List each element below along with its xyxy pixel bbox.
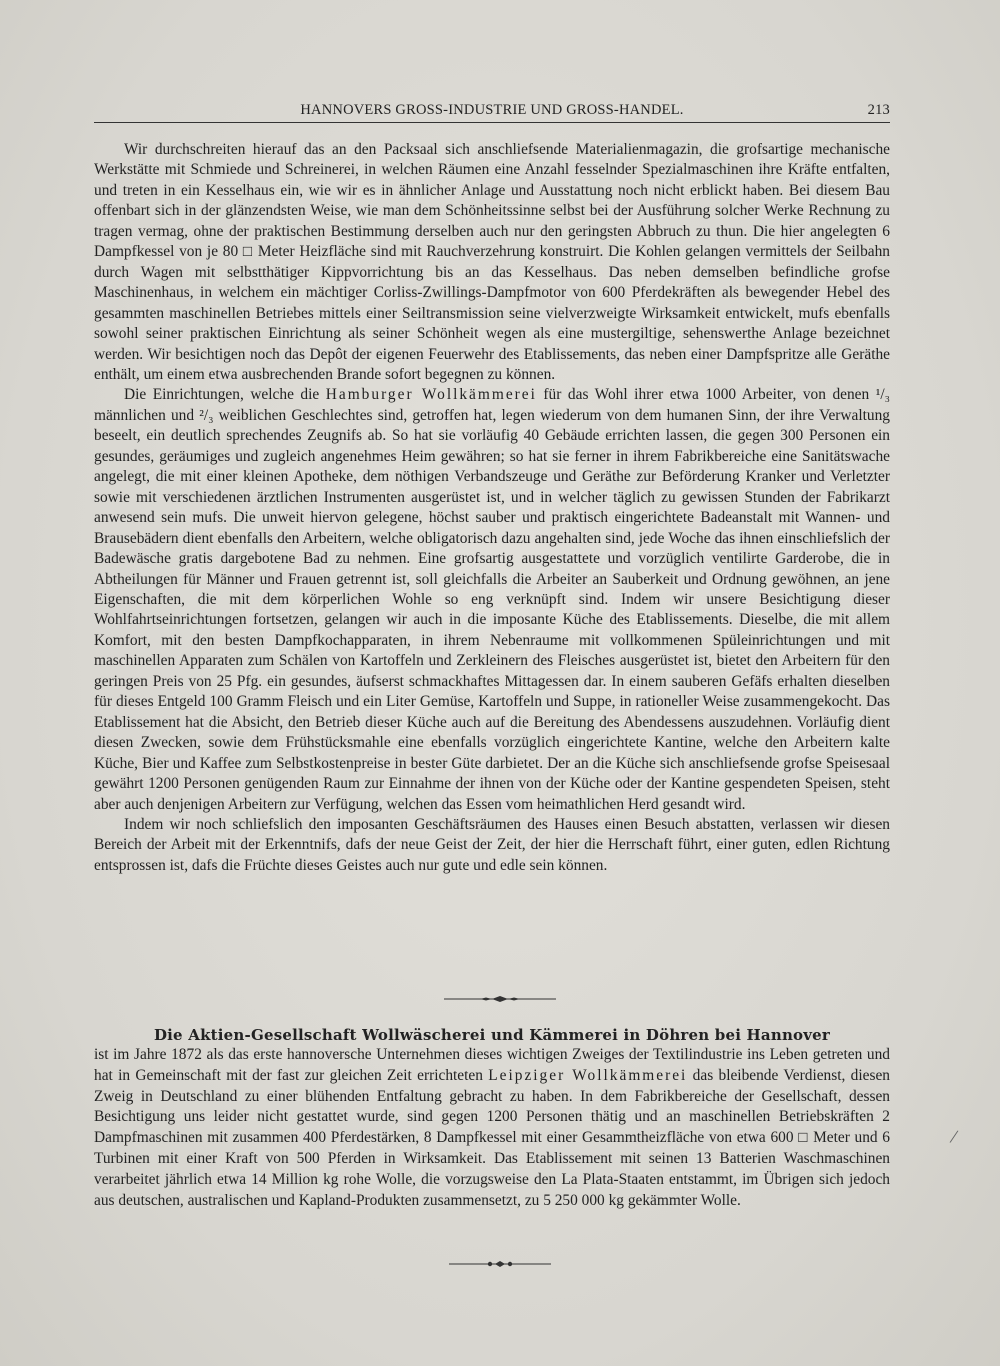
paragraph-1: Wir durchschreiten hierauf das an den Packsaal sich anschliefsende Materialienmagazin, die grofsartige mechanische Werkstätte mit Schmiede und Schreinerei, in welchen Räumen eine Anzahl fesselnder Spezialmaschinen ihre Kräfte entfalten, und treten in ein Kesselhaus ein, wie wir es in ähnlicher Anlage und Ausstattung noch nicht erblickt haben. Bei diesem Bau offenbart sich in der glänzendsten Weise, wie man dem Schönheitssinne selbst bei der Ausführung solcher Werke Rechnung zu tragen vermag, ohne der praktischen Bestimmung derselben auch nur den geringsten Abbruch zu thun. Die hier angelegten 6 Dampfkessel von je 80 □ Meter Heizfläche sind mit Rauchverzehrung konstruirt. Die Kohlen gelangen vermittels der Seilbahn durch Wagen mit selbstthätiger Kippvorrichtung bis an das Kesselhaus. Das neben demselben befindliche grofse Maschinenhaus, in welchem ein mächtiger Corliss-Zwillings-Dampfmotor von 600 Pferdekräften als bewegender Hebel des gesammten maschinellen Betriebes mittels einer Seiltransmission seine vielverzweigte Wirksamkeit entwickelt, mufs ebenfalls sowohl seiner praktischen Einrichtung als seiner Schönheit wegen als eine mustergiltige, sehenswerthe Anlage bezeichnet werden. Wir besichtigen noch das Depôt der eigenen Feuerwehr des Etablissements, das neben einer Dampfspritze alle Geräthe enthält, um einem etwa ausbrechenden Brande sofort begegnen zu können. bbox=[94, 141, 890, 383]
page-number: 213 bbox=[867, 102, 890, 118]
paragraph-2-rest: für das Wohl ihrer etwa 1000 Arbeiter, von denen ¹/₃ männlichen und ²/₃ weiblichen Geschlechtes sind, getroffen hat, legen wiederum von dem humanen Sinn, der ihre Verwaltung beseelt, ein deutlich sprechendes Zeugnifs ab. So hat sie vorläufig 40 Gebäude errichten lassen, die gegen 300 Personen ein gesundes, geräumiges und zugleich angenehmes Heim gewähren; so hat sie ferner in ihrem Fabrikbereiche eine Sanitätswache angelegt, die mit einer kleinen Apotheke, dem nöthigen Verbandszeuge und Geräthe zur Beförderung Kranker und Verletzter sowie mit verschiedenen ärztlichen Instrumenten ausgerüstet ist, und in welcher täglich zu gewissen Stunden der Fabrikarzt anwesend sein mufs. Die unweit hiervon gelegene, höchst sauber und praktisch eingerichtete Badeanstalt mit Wannen- und Brausebädern dient ebenfalls den Arbeitern, welche obligatorisch dazu angehalten sind, jede Woche das ihnen einschliefslich der Badewäsche gratis dargebotene Bad zu nehmen. Eine grofsartig ausgestattete und vorzüglich ventilirte Garderobe, die in Abtheilungen für Männer und Frauen getrennt ist, soll gleichfalls die Arbeiter an Sauberkeit und Ordnung gewöhnen, an jene Eigenschaften, die mit dem körperlichen Wohle so eng verknüpft sind. Indem wir unsere Besichtigung dieser Wohlfahrtseinrichtungen fortsetzen, gelangen wir auch in die imposante Küche des Etablissements. Dieselbe, die mit allem Komfort, mit den besten Dampfkochapparaten, in ihrem Nebenraume mit vollkommenen Spüleinrichtungen und mit maschinellen Apparaten zum Schälen von Kartoffeln und Zerkleinern des Fleisches ausgerüstet ist, bietet den Arbeitern für den geringen Preis von 25 Pfg. ein gesundes, äufserst schmackhaftes Mittagessen dar. In einem sauberen Gefäfs erhalten dieselben für dieses Entgeld 100 Gramm Fleisch und ein Liter Gemüse, Kartoffeln und Suppe, in rationeller Weise zusammengekocht. Das Etablissement hat die Absicht, den Betrieb dieser Küche auch auf die Bereitung des Abendessens auszudehnen. Vorläufig dient diesen Zwecken, sowie dem Frühstücksmahle eine ebenfalls vorzüglich eingerichtete Kantine, welche den Arbeitern kalte Küche, Bier und Kaffee zum Selbstkostenpreise in bester Güte darbietet. Der an die Küche sich anschliefsende grofse Speisesaal gewährt 1200 Personen genügenden Raum zur Einnahme der ihnen von der Küche oder der Kantine gespendeten Speisen, steht aber auch denjenigen Arbeitern zur Verfügung, welchen das Essen vom heimathlichen Herd gesandt wird. bbox=[94, 386, 890, 813]
section-divider-ornament bbox=[0, 993, 1000, 1008]
company-name-leipziger: Leipziger Wollkämmerei bbox=[488, 1066, 688, 1084]
paragraph-3: Indem wir noch schliefslich den imposanten Geschäftsräumen des Hauses einen Besuch abstatten, verlassen wir diesen Bereich der Arbeit mit der Erkenntnifs, dafs der neue Geist der Zeit, der hier die Herrschaft führt, einer guten, edlen Richtung entsprossen ist, dafs die Früchte dieses Geistes auch nur gute und edle sein können. bbox=[94, 815, 890, 874]
section-text-rest: das bleibende Verdienst, diesen Zweig in Deutschland zu einer blühenden Entfaltung gebracht zu haben. In dem Fabrikbereiche der Gesellschaft, dessen Besichtigung uns leider nicht gestattet wurde, sind gegen 1200 Personen thätig und an maschinellen Betriebskräften 2 Dampfmaschinen mit zusammen 400 Pferdestärken, 8 Dampfkessel mit einer Gesammtheizfläche von etwa 600 □ Meter und 6 Turbinen mit einer Kraft von 500 Pferden in Wirksamkeit. Das Etablissement mit seinen 13 Batterien Waschmaschinen verarbeitet jährlich etwa 14 Million kg rohe Wolle, die vorzugsweise den La Plata-Staaten entstammt, im Übrigen sich jedoch aus deutschen, australischen und Kapland-Produkten zusammensetzt, zu 5 250 000 kg gekämmter Wolle. bbox=[94, 1066, 891, 1209]
section-text-start: ist im Jahre 1872 als das erste hannoversche Unternehmen dieses wichtigen Zweiges der Textilindustrie ins Leben getreten und hat in Gemeinschaft mit der fast zur gleichen Zeit errichteten bbox=[94, 1046, 890, 1084]
margin-pencil-mark: / bbox=[948, 1125, 960, 1149]
paragraph-2 bbox=[94, 385, 890, 815]
running-title: HANNOVERS GROSS-INDUSTRIE UND GROSS-HANDEL. bbox=[300, 102, 684, 118]
paragraph-2-start: Die Einrichtungen, welche die bbox=[124, 386, 326, 404]
end-ornament bbox=[0, 1258, 1000, 1273]
running-header bbox=[94, 100, 890, 123]
company-name-hamburger: Hamburger Wollkämmerei bbox=[325, 386, 537, 404]
section-paragraph bbox=[94, 1045, 890, 1211]
section-body bbox=[94, 1045, 890, 1211]
section-title: Die Aktien-Gesellschaft Wollwäscherei und Kämmerei in Döhren bei Hannover bbox=[153, 1026, 831, 1044]
article-body bbox=[94, 140, 890, 876]
